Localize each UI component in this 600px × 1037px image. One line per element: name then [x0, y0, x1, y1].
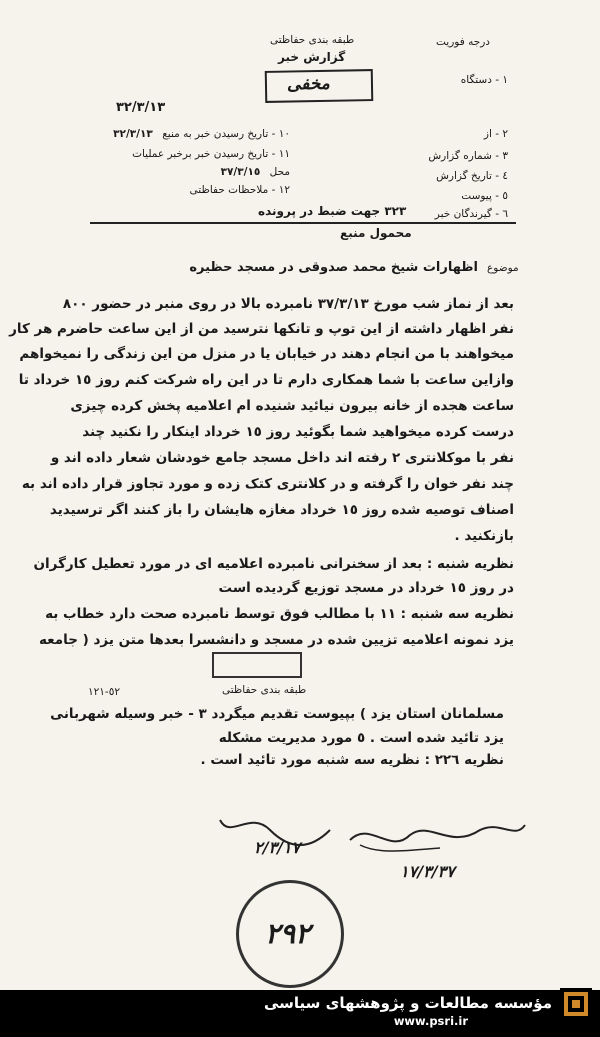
- circle-number: ٢٩٢: [265, 917, 311, 950]
- body-line: بازنکنید .: [454, 528, 514, 544]
- body-line: نفر با موکلانتری ٢ رفته اند داخل مسجد جامع خودشان شعار داده اند و: [50, 450, 514, 466]
- note-line: نظریه شنبه : بعد از سخنرانی نامبرده اعلامیه ای در مورد تعطیل کارگران: [33, 556, 514, 572]
- received-line: محمول منبع: [340, 226, 412, 240]
- body-line: اصناف توصیه شده روز ١٥ خرداد مغازه هایشان را باز کنند اگر ترسیدید: [49, 502, 514, 518]
- serial-number: ٣٢/٣/١٣: [116, 100, 166, 115]
- handwritten-date-left: ٢/٣/١٧: [254, 838, 301, 857]
- footer-institute-name: مؤسسه مطالعات و پژوهشهای سیاسی: [263, 994, 552, 1012]
- closing-line: یزد تائید شده است . ٥ مورد مدیریت مشکله: [218, 730, 504, 746]
- handwritten-date-right: ١٧/٣/٣٧: [400, 862, 455, 881]
- note-line: نظریه سه شنبه : ١١ با مطالب فوق توسط نامبرده صحت دارد خطاب به: [45, 606, 514, 622]
- footer-url[interactable]: www.psri.ir: [393, 1014, 468, 1028]
- body-line: چند نفر خوان را گرفته و در کلانتری کتک زده و مورد تجاوز قرار داده اند به: [21, 476, 514, 492]
- circular-stamp: [236, 880, 344, 988]
- left-field-place: محل ٣٧/٣/١٥: [220, 166, 290, 178]
- classification-top: طبقه بندی حفاظتی: [270, 34, 355, 46]
- field-3: ٣ - شماره گزارش: [428, 150, 508, 162]
- report-title: گزارش خبر: [278, 50, 346, 64]
- urgency-label: درجه فوریت: [436, 36, 490, 48]
- header-rule: [90, 222, 516, 224]
- subject-label: موضوع: [487, 262, 519, 274]
- subject-text: اظهارات شیخ محمد صدوقی در مسجد حظیره: [189, 260, 478, 275]
- field-5: ٥ - پیوست: [461, 190, 508, 202]
- body-line: میخواهند با من انجام دهند در خیابان یا در منزل من این زندگی را نمیخواهم: [19, 346, 514, 362]
- body-line: بعد از نماز شب مورخ ٣٧/٣/١٣ نامبرده بالا در روی منبر در حضور ٨٠٠: [62, 296, 514, 312]
- mid-classification: طبقه بندی حفاظتی: [222, 684, 307, 696]
- field-1: ١ - دستگاه: [460, 74, 508, 86]
- field-4: ٤ - تاریخ گزارش: [436, 170, 508, 182]
- body-line: وازاین ساعت با شما همکاری دارم تا در این راه شرکت کنم روز ١٥ خرداد تا: [18, 372, 514, 388]
- body-line: درست کرده میخواهید شما بگوئید روز ١٥ خرداد اینکار را نکنید چند: [82, 424, 514, 440]
- secret-stamp-text: مخفی: [286, 73, 330, 95]
- mid-stamp-box: [212, 652, 302, 678]
- body-line: نفر اظهار داشته از این توپ و تانکها نترسید من از این ساعت حاضرم هر کار: [9, 321, 514, 337]
- body-line: ساعت هجده از خانه بیرون نیائید شنیده ام اعلامیه پخش کرده چیزی: [70, 398, 514, 414]
- recipient-line: ٣٢٣ جهت ضبط در پرونده: [258, 204, 407, 218]
- mid-ref: ٥٢-١٢١: [88, 686, 120, 698]
- closing-line: مسلمانان استان یزد ) بپیوست تقدیم میگردد ٣ - خبر وسیله شهربانی: [50, 706, 504, 722]
- secret-stamp: [265, 69, 374, 103]
- field-2: ٢ - از: [483, 128, 508, 140]
- left-field-12: ١٢ - ملاحظات حفاظتی: [189, 184, 290, 196]
- left-field-11: ١١ - تاریخ رسیدن خبر برخبر عملیات: [132, 148, 290, 160]
- note-line: یزد نمونه اعلامیه تزیین شده در مسجد و دانشسرا بعدها متن یزد ( جامعه: [38, 632, 514, 648]
- closing-line: نظریه ٢٢٦ : نظریه سه شنبه مورد تائید است .: [200, 752, 504, 768]
- institute-logo-icon: [560, 988, 592, 1020]
- left-field-10: ١٠ - تاریخ رسیدن خبر به منبع ٣٢/٣/١٣: [113, 128, 290, 140]
- field-6: ٦ - گیرندگان خبر: [434, 208, 508, 220]
- note-line: در روز ١٥ خرداد در مسجد توزیع گردیده است: [218, 580, 514, 596]
